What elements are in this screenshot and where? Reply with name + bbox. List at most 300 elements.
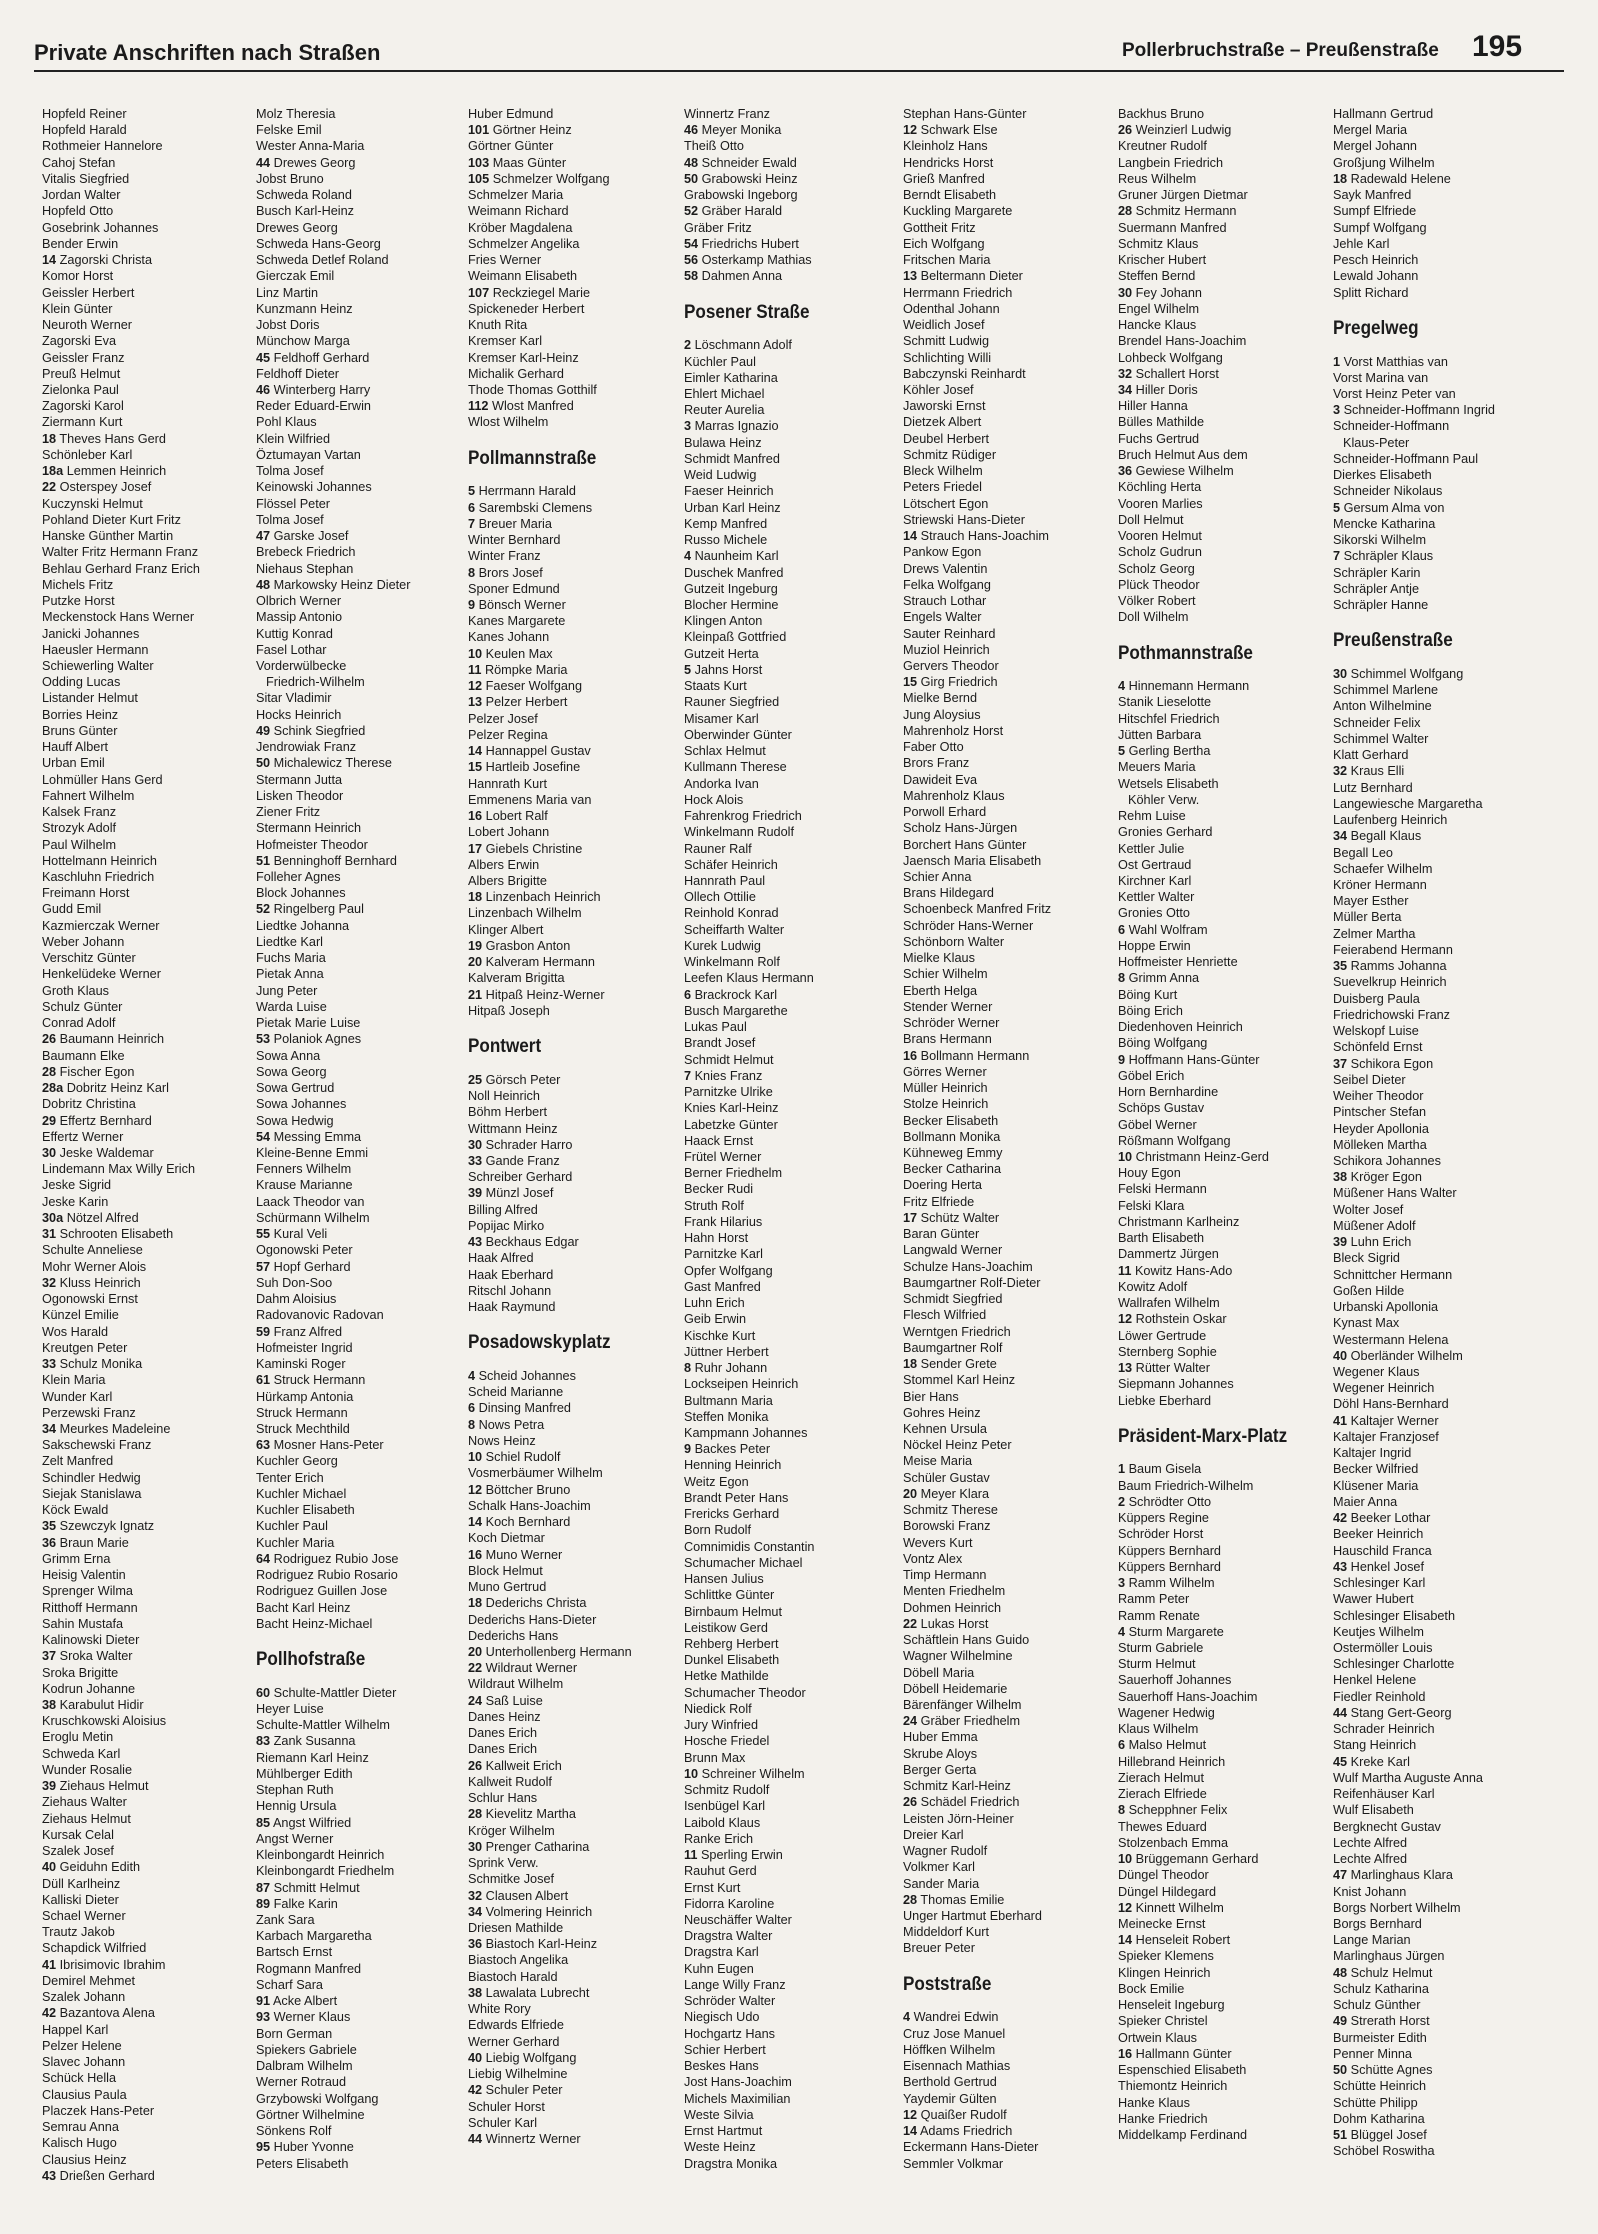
resident-name: Kluss Heinrich — [59, 1275, 141, 1290]
house-number: 25 — [468, 1072, 483, 1087]
resident-name: Winnertz Franz — [684, 107, 771, 121]
resident-entry — [42, 1551, 200, 1567]
resident-entry — [1118, 333, 1306, 349]
resident-entry — [1118, 1246, 1306, 1262]
resident-name: Michalewicz Therese — [273, 756, 392, 771]
resident-name: Benninghoff Bernhard — [273, 853, 397, 868]
resident-name: Oberländer Wilhelm — [1350, 1348, 1463, 1363]
house-number: 35 — [1333, 959, 1348, 974]
resident-name: Michels Fritz — [42, 577, 114, 592]
resident-entry — [468, 1693, 632, 1709]
resident-entry — [684, 711, 823, 727]
resident-entry — [42, 1892, 200, 1908]
house-number: 22 — [468, 1661, 483, 1676]
resident-name: Kleine-Benne Emmi — [256, 1146, 369, 1160]
resident-name: Marras Ignazio — [694, 419, 779, 434]
resident-name: Schütte Agnes — [1350, 2063, 1433, 2078]
resident-entry — [903, 1616, 1051, 1632]
resident-entry — [1118, 122, 1306, 138]
resident-name: Hofmeister Ingrid — [256, 1340, 353, 1355]
resident-name: Volmering Heinrich — [485, 1904, 593, 1919]
resident-name: Gierczak Emil — [256, 269, 335, 284]
resident-entry — [1333, 828, 1495, 844]
resident-name: Hannrath Paul — [684, 874, 766, 888]
resident-entry — [468, 678, 632, 694]
resident-entry — [684, 727, 823, 743]
resident-name: Pelzer Helene — [42, 2038, 122, 2053]
resident-entry — [468, 548, 632, 564]
house-number: 85 — [256, 1815, 271, 1830]
resident-entry — [42, 1616, 200, 1632]
resident-name: Reder Eduard-Erwin — [256, 399, 371, 414]
resident-entry — [42, 187, 200, 203]
resident-entry — [1333, 581, 1495, 597]
resident-entry — [1333, 1380, 1495, 1396]
house-number: 10 — [684, 1766, 699, 1781]
resident-name: Kuhn Eugen — [684, 1961, 754, 1976]
resident-name: Müßener Adolf — [1333, 1218, 1416, 1233]
resident-name: Russo Michele — [684, 533, 768, 548]
resident-entry — [1333, 386, 1495, 402]
resident-entry — [468, 350, 632, 366]
resident-name: Baumgartner Rolf-Dieter — [903, 1275, 1041, 1290]
resident-name: Born Rudolf — [684, 1523, 751, 1538]
resident-entry — [1118, 727, 1306, 743]
resident-entry — [1118, 155, 1306, 171]
resident-name: Weimann Elisabeth — [468, 269, 578, 284]
resident-name: Perzewski Franz — [42, 1405, 136, 1420]
resident-entry — [256, 2042, 410, 2058]
resident-entry — [684, 138, 823, 154]
resident-name: Danes Heinz — [468, 1709, 541, 1724]
resident-entry — [256, 1518, 410, 1534]
resident-entry — [42, 1324, 200, 1340]
address-column-3 — [468, 106, 632, 2147]
resident-entry — [684, 1863, 823, 1879]
resident-name: Vooren Helmut — [1118, 529, 1202, 544]
resident-name: Schräpler Karin — [1333, 565, 1421, 580]
resident-name: Rößmann Wolfgang — [1118, 1133, 1231, 1148]
resident-name: Müller Heinrich — [903, 1081, 988, 1096]
house-number: 4 — [903, 2010, 911, 2025]
resident-entry — [256, 350, 410, 366]
resident-entry — [903, 463, 1051, 479]
resident-entry — [1333, 1121, 1495, 1137]
resident-entry — [468, 646, 632, 662]
resident-name: Küppers Regine — [1118, 1511, 1209, 1526]
resident-name: Lange Willy Franz — [684, 1977, 786, 1992]
resident-name: Haeusler Hermann — [42, 642, 149, 657]
resident-name: Keinowski Johannes — [256, 480, 372, 495]
resident-entry — [256, 1880, 410, 1896]
resident-name: Schrader Heinrich — [1333, 1722, 1435, 1737]
resident-name: Ritthoff Hermann — [42, 1600, 138, 1615]
resident-entry — [684, 203, 823, 219]
resident-entry — [1118, 1721, 1306, 1737]
resident-entry — [903, 252, 1051, 268]
resident-name: Schweda Hans-Georg — [256, 236, 381, 251]
resident-name: Sauter Reinhard — [903, 626, 996, 641]
resident-entry — [42, 2005, 200, 2021]
resident-entry — [1118, 1884, 1306, 1900]
resident-entry — [256, 690, 410, 706]
resident-name: Böing Wolfgang — [1118, 1036, 1208, 1051]
resident-name: Borchert Hans Günter — [903, 837, 1027, 852]
resident-name: Dragstra Karl — [684, 1945, 759, 1960]
resident-name: Weitz Egon — [684, 1474, 749, 1489]
resident-name: Schütte Philipp — [1333, 2095, 1418, 2110]
resident-entry — [42, 593, 200, 609]
house-number: 56 — [684, 253, 699, 268]
house-number: 48 — [684, 155, 699, 170]
resident-entry — [256, 1928, 410, 1944]
resident-name: Sprenger Wilma — [42, 1584, 133, 1599]
resident-entry — [256, 1977, 410, 1993]
resident-entry — [903, 1697, 1051, 1713]
resident-name: Schneider Ewald — [701, 155, 797, 170]
resident-entry — [42, 1648, 200, 1664]
resident-entry — [256, 1453, 410, 1469]
resident-entry — [468, 694, 632, 710]
resident-name: Geiduhn Edith — [59, 1860, 141, 1875]
resident-name: Schlesinger Charlotte — [1333, 1657, 1455, 1672]
resident-name: Küppers Bernhard — [1118, 1559, 1221, 1574]
resident-entry — [256, 918, 410, 934]
resident-entry — [468, 1774, 632, 1790]
resident-entry — [1333, 1965, 1495, 1981]
resident-entry — [42, 2070, 200, 2086]
resident-entry — [256, 983, 410, 999]
resident-entry — [684, 1052, 823, 1068]
resident-name: Plück Theodor — [1118, 577, 1200, 592]
resident-name: Bacht Karl Heinz — [256, 1600, 351, 1615]
resident-entry — [684, 1555, 823, 1571]
resident-entry — [1118, 593, 1306, 609]
resident-name: Rauner Siegfried — [684, 695, 780, 710]
resident-entry — [42, 966, 200, 982]
resident-name: Zagorski Karol — [42, 399, 124, 414]
resident-name: Kaltajer Werner — [1350, 1413, 1439, 1428]
resident-entry — [256, 122, 410, 138]
resident-entry — [1333, 1559, 1495, 1575]
resident-entry — [468, 2066, 632, 2082]
resident-entry — [256, 2026, 410, 2042]
resident-name: Hosche Friedel — [684, 1734, 770, 1749]
resident-entry — [256, 1015, 410, 1031]
resident-name: Schaefer Wilhelm — [1333, 861, 1433, 876]
resident-name: Hitpaß Heinz-Werner — [485, 987, 605, 1002]
resident-entry — [684, 1993, 823, 2009]
resident-entry — [42, 2022, 200, 2038]
resident-name: Döbell Heidemarie — [903, 1681, 1008, 1696]
resident-name: Sauerhoff Hans-Joachim — [1118, 1689, 1258, 1704]
resident-name: Gruner Jürgen Dietmar — [1118, 188, 1248, 203]
resident-name: Siepmann Johannes — [1118, 1377, 1234, 1392]
resident-name: Winnertz Werner — [485, 2132, 581, 2147]
resident-entry — [1118, 1100, 1306, 1116]
resident-entry — [256, 966, 410, 982]
resident-name: Demirel Mehmet — [42, 1973, 136, 1988]
resident-name: Scheid Marianne — [468, 1385, 564, 1400]
resident-name: Feldhoff Gerhard — [273, 350, 370, 365]
resident-entry — [468, 1250, 632, 1266]
resident-name: Scholz Gudrun — [1118, 545, 1202, 560]
resident-name: Striewski Hans-Dieter — [903, 512, 1025, 527]
resident-name: Hennig Ursula — [256, 1799, 337, 1814]
house-number: 8 — [1118, 1803, 1126, 1818]
resident-entry — [1333, 1478, 1495, 1494]
resident-name: Grimm Anna — [1128, 971, 1200, 986]
resident-entry — [1118, 841, 1306, 857]
resident-name: Koch Bernhard — [485, 1515, 571, 1530]
resident-entry — [684, 1311, 823, 1327]
resident-name: Wagner Rudolf — [903, 1844, 988, 1859]
resident-name: Mencke Katharina — [1333, 516, 1436, 531]
resident-entry — [42, 804, 200, 820]
resident-name: Schneider Nikolaus — [1333, 484, 1443, 499]
resident-name: Deubel Herbert — [903, 431, 990, 446]
resident-name: Kallweit Rudolf — [468, 1774, 552, 1789]
resident-entry — [903, 707, 1051, 723]
resident-entry — [903, 236, 1051, 252]
resident-name: Vitalis Siegfried — [42, 171, 130, 186]
house-number: 11 — [684, 1848, 698, 1863]
resident-entry — [1118, 1133, 1306, 1149]
resident-name: Jordan Walter — [42, 188, 121, 203]
resident-name: Bultmann Maria — [684, 1393, 773, 1408]
resident-entry — [468, 1267, 632, 1283]
house-number: 5 — [684, 662, 692, 677]
house-number: 12 — [468, 1482, 483, 1497]
house-number: 30 — [42, 1146, 57, 1160]
resident-entry — [42, 1600, 200, 1616]
resident-entry — [256, 1750, 410, 1766]
resident-name: Maier Anna — [1333, 1494, 1398, 1509]
resident-name: Bollmann Hermann — [920, 1048, 1030, 1063]
resident-entry — [903, 138, 1051, 154]
resident-entry — [1333, 1429, 1495, 1445]
resident-entry — [42, 528, 200, 544]
resident-name: Schuler Peter — [485, 2083, 563, 2098]
house-number: 91 — [256, 1994, 271, 2009]
resident-entry — [684, 1230, 823, 1246]
resident-entry — [1333, 1413, 1495, 1429]
resident-name: Mölleken Martha — [1333, 1137, 1427, 1152]
resident-entry — [256, 1340, 410, 1356]
resident-name: Kreutgen Peter — [42, 1340, 128, 1355]
resident-entry — [468, 727, 632, 743]
resident-entry — [256, 577, 410, 593]
resident-name: Ziehaus Walter — [42, 1795, 127, 1810]
resident-entry — [1118, 1770, 1306, 1786]
resident-name: Sarembski Clemens — [478, 500, 593, 515]
resident-name: Bollmann Monika — [903, 1129, 1001, 1144]
resident-name: Backhus Bruno — [1118, 107, 1205, 121]
house-number: 32 — [1118, 366, 1133, 381]
resident-entry — [42, 869, 200, 885]
resident-entry — [903, 1535, 1051, 1551]
resident-name: Löwer Gertrude — [1118, 1328, 1207, 1343]
resident-name: Gudd Emil — [42, 902, 102, 917]
house-number: 24 — [903, 1714, 918, 1729]
resident-entry — [1333, 1315, 1495, 1331]
resident-entry — [42, 723, 200, 739]
resident-name: Schürmann Wilhelm — [256, 1210, 370, 1225]
resident-entry — [256, 626, 410, 642]
resident-entry — [1333, 747, 1495, 763]
resident-entry — [42, 122, 200, 138]
resident-name: Jeske Karin — [42, 1194, 109, 1209]
resident-entry — [1333, 991, 1495, 1007]
resident-entry — [1118, 431, 1306, 447]
resident-name: Kremser Karl-Heinz — [468, 350, 579, 365]
resident-name: Odding Lucas — [42, 675, 121, 690]
resident-name: Preuß Helmut — [42, 366, 121, 381]
resident-name: Kaminski Roger — [256, 1357, 346, 1372]
resident-name: Seibel Dieter — [1333, 1072, 1406, 1087]
resident-entry — [1118, 2078, 1306, 2094]
resident-name: Middelkamp Ferdinand — [1118, 2128, 1248, 2143]
house-number: 35 — [42, 1519, 57, 1534]
resident-entry — [903, 2123, 1051, 2139]
resident-name: Schepphner Felix — [1128, 1803, 1228, 1818]
resident-name: Middeldorf Kurt — [903, 1925, 990, 1940]
resident-entry — [1118, 1035, 1306, 1051]
resident-name: Rodriguez Rubio Rosario — [256, 1568, 398, 1583]
resident-entry — [468, 301, 632, 317]
resident-name: Schmitz Rüdiger — [903, 447, 997, 462]
resident-entry — [42, 1210, 200, 1226]
resident-entry — [684, 1717, 823, 1733]
resident-name: Schäfer Heinrich — [684, 857, 778, 872]
house-number: 42 — [1333, 1511, 1348, 1526]
resident-name: Schweda Detlef Roland — [256, 253, 389, 268]
resident-entry — [42, 1470, 200, 1486]
resident-name: Lechte Alfred — [1333, 1835, 1408, 1850]
resident-name: Küchler Paul — [684, 354, 756, 369]
resident-name: Klein Wilfried — [256, 431, 331, 446]
resident-name: Lewald Johann — [1333, 269, 1419, 284]
resident-entry — [468, 938, 632, 954]
address-column-1 — [42, 106, 200, 2184]
resident-name: Emmenens Maria van — [468, 792, 592, 807]
resident-entry — [903, 333, 1051, 349]
resident-entry — [42, 366, 200, 382]
resident-entry — [903, 1502, 1051, 1518]
resident-name: Osterspey Josef — [59, 480, 152, 495]
resident-name: Eich Wolfgang — [903, 236, 985, 251]
resident-name: Fuchs Maria — [256, 951, 326, 966]
resident-entry — [468, 759, 632, 775]
resident-name: Schnittcher Hermann — [1333, 1267, 1453, 1282]
resident-name: Marlinghaus Jürgen — [1333, 1949, 1445, 1964]
resident-name: Schröder Walter — [684, 1994, 776, 2009]
resident-name: Klingen Heinrich — [1118, 1965, 1211, 1980]
resident-entry — [468, 1433, 632, 1449]
resident-entry — [684, 252, 823, 268]
resident-entry — [684, 759, 823, 775]
resident-entry — [468, 1169, 632, 1185]
resident-entry — [684, 1652, 823, 1668]
resident-entry — [468, 500, 632, 516]
resident-name: Christmann Karlheinz — [1118, 1214, 1240, 1229]
resident-name: Lechte Alfred — [1333, 1852, 1408, 1867]
resident-name: Brans Hermann — [903, 1032, 992, 1047]
resident-entry — [1333, 812, 1495, 828]
resident-name: Groth Klaus — [42, 983, 109, 998]
resident-entry — [1333, 252, 1495, 268]
resident-name: Düll Karlheinz — [42, 1876, 121, 1891]
resident-name: Brunn Max — [684, 1750, 746, 1765]
resident-entry — [1333, 861, 1495, 877]
resident-entry — [42, 1453, 200, 1469]
house-number: 33 — [42, 1357, 57, 1372]
resident-entry — [903, 2058, 1051, 2074]
resident-entry — [684, 1198, 823, 1214]
resident-name: Schrader Harro — [485, 1137, 573, 1152]
resident-name: Sakschewski Franz — [42, 1438, 152, 1453]
resident-entry — [256, 1161, 410, 1177]
resident-entry — [684, 1393, 823, 1409]
resident-entry — [1118, 1981, 1306, 1997]
resident-entry — [42, 1177, 200, 1193]
resident-name: Kuchler Paul — [256, 1519, 328, 1534]
street-heading: Posadowskyplatz — [468, 1332, 611, 1354]
resident-entry — [1333, 1624, 1495, 1640]
resident-name: Warda Luise — [256, 999, 327, 1014]
resident-entry — [42, 2168, 200, 2184]
resident-name: Münzl Josef — [485, 1186, 554, 1201]
resident-entry — [1118, 1754, 1306, 1770]
resident-name: Bartsch Ernst — [256, 1945, 333, 1960]
resident-entry — [1333, 1608, 1495, 1624]
house-number: 6 — [468, 1401, 476, 1416]
resident-name: Weidlich Josef — [903, 318, 985, 333]
resident-name: Kuckling Margarete — [903, 204, 1013, 219]
resident-entry — [903, 2009, 1051, 2025]
resident-entry — [903, 1762, 1051, 1778]
resident-name: Oberwinder Günter — [684, 727, 792, 742]
resident-name: Neuroth Werner — [42, 318, 133, 333]
resident-name: Doll Helmut — [1118, 512, 1184, 527]
resident-name: Urban Emil — [42, 756, 105, 771]
resident-entry — [256, 155, 410, 171]
resident-name: Beckhaus Edgar — [485, 1235, 579, 1250]
house-number: 18 — [903, 1357, 918, 1372]
resident-entry — [256, 1080, 410, 1096]
resident-name: Biastoch Karl-Heinz — [485, 1937, 598, 1952]
resident-entry — [256, 2139, 410, 2155]
resident-name: Fahrenkrog Friedrich — [684, 809, 802, 824]
resident-name: Polaniok Agnes — [273, 1032, 362, 1047]
resident-entry — [1333, 1137, 1495, 1153]
resident-entry — [903, 561, 1051, 577]
resident-name: Becker Catharina — [903, 1162, 1002, 1177]
resident-entry — [1118, 987, 1306, 1003]
resident-entry — [1118, 561, 1306, 577]
resident-entry — [42, 1940, 200, 1956]
resident-name: Geissler Herbert — [42, 285, 135, 300]
resident-name: Klingen Anton — [684, 614, 763, 629]
resident-entry — [42, 609, 200, 625]
resident-name: Schröder Werner — [903, 1016, 1000, 1031]
resident-entry — [256, 2009, 410, 2025]
resident-name: Adams Friedrich — [919, 2124, 1013, 2139]
resident-entry — [1118, 1263, 1306, 1279]
resident-name: Borries Heinz — [42, 707, 119, 722]
resident-entry — [256, 1259, 410, 1275]
resident-entry — [468, 1612, 632, 1628]
